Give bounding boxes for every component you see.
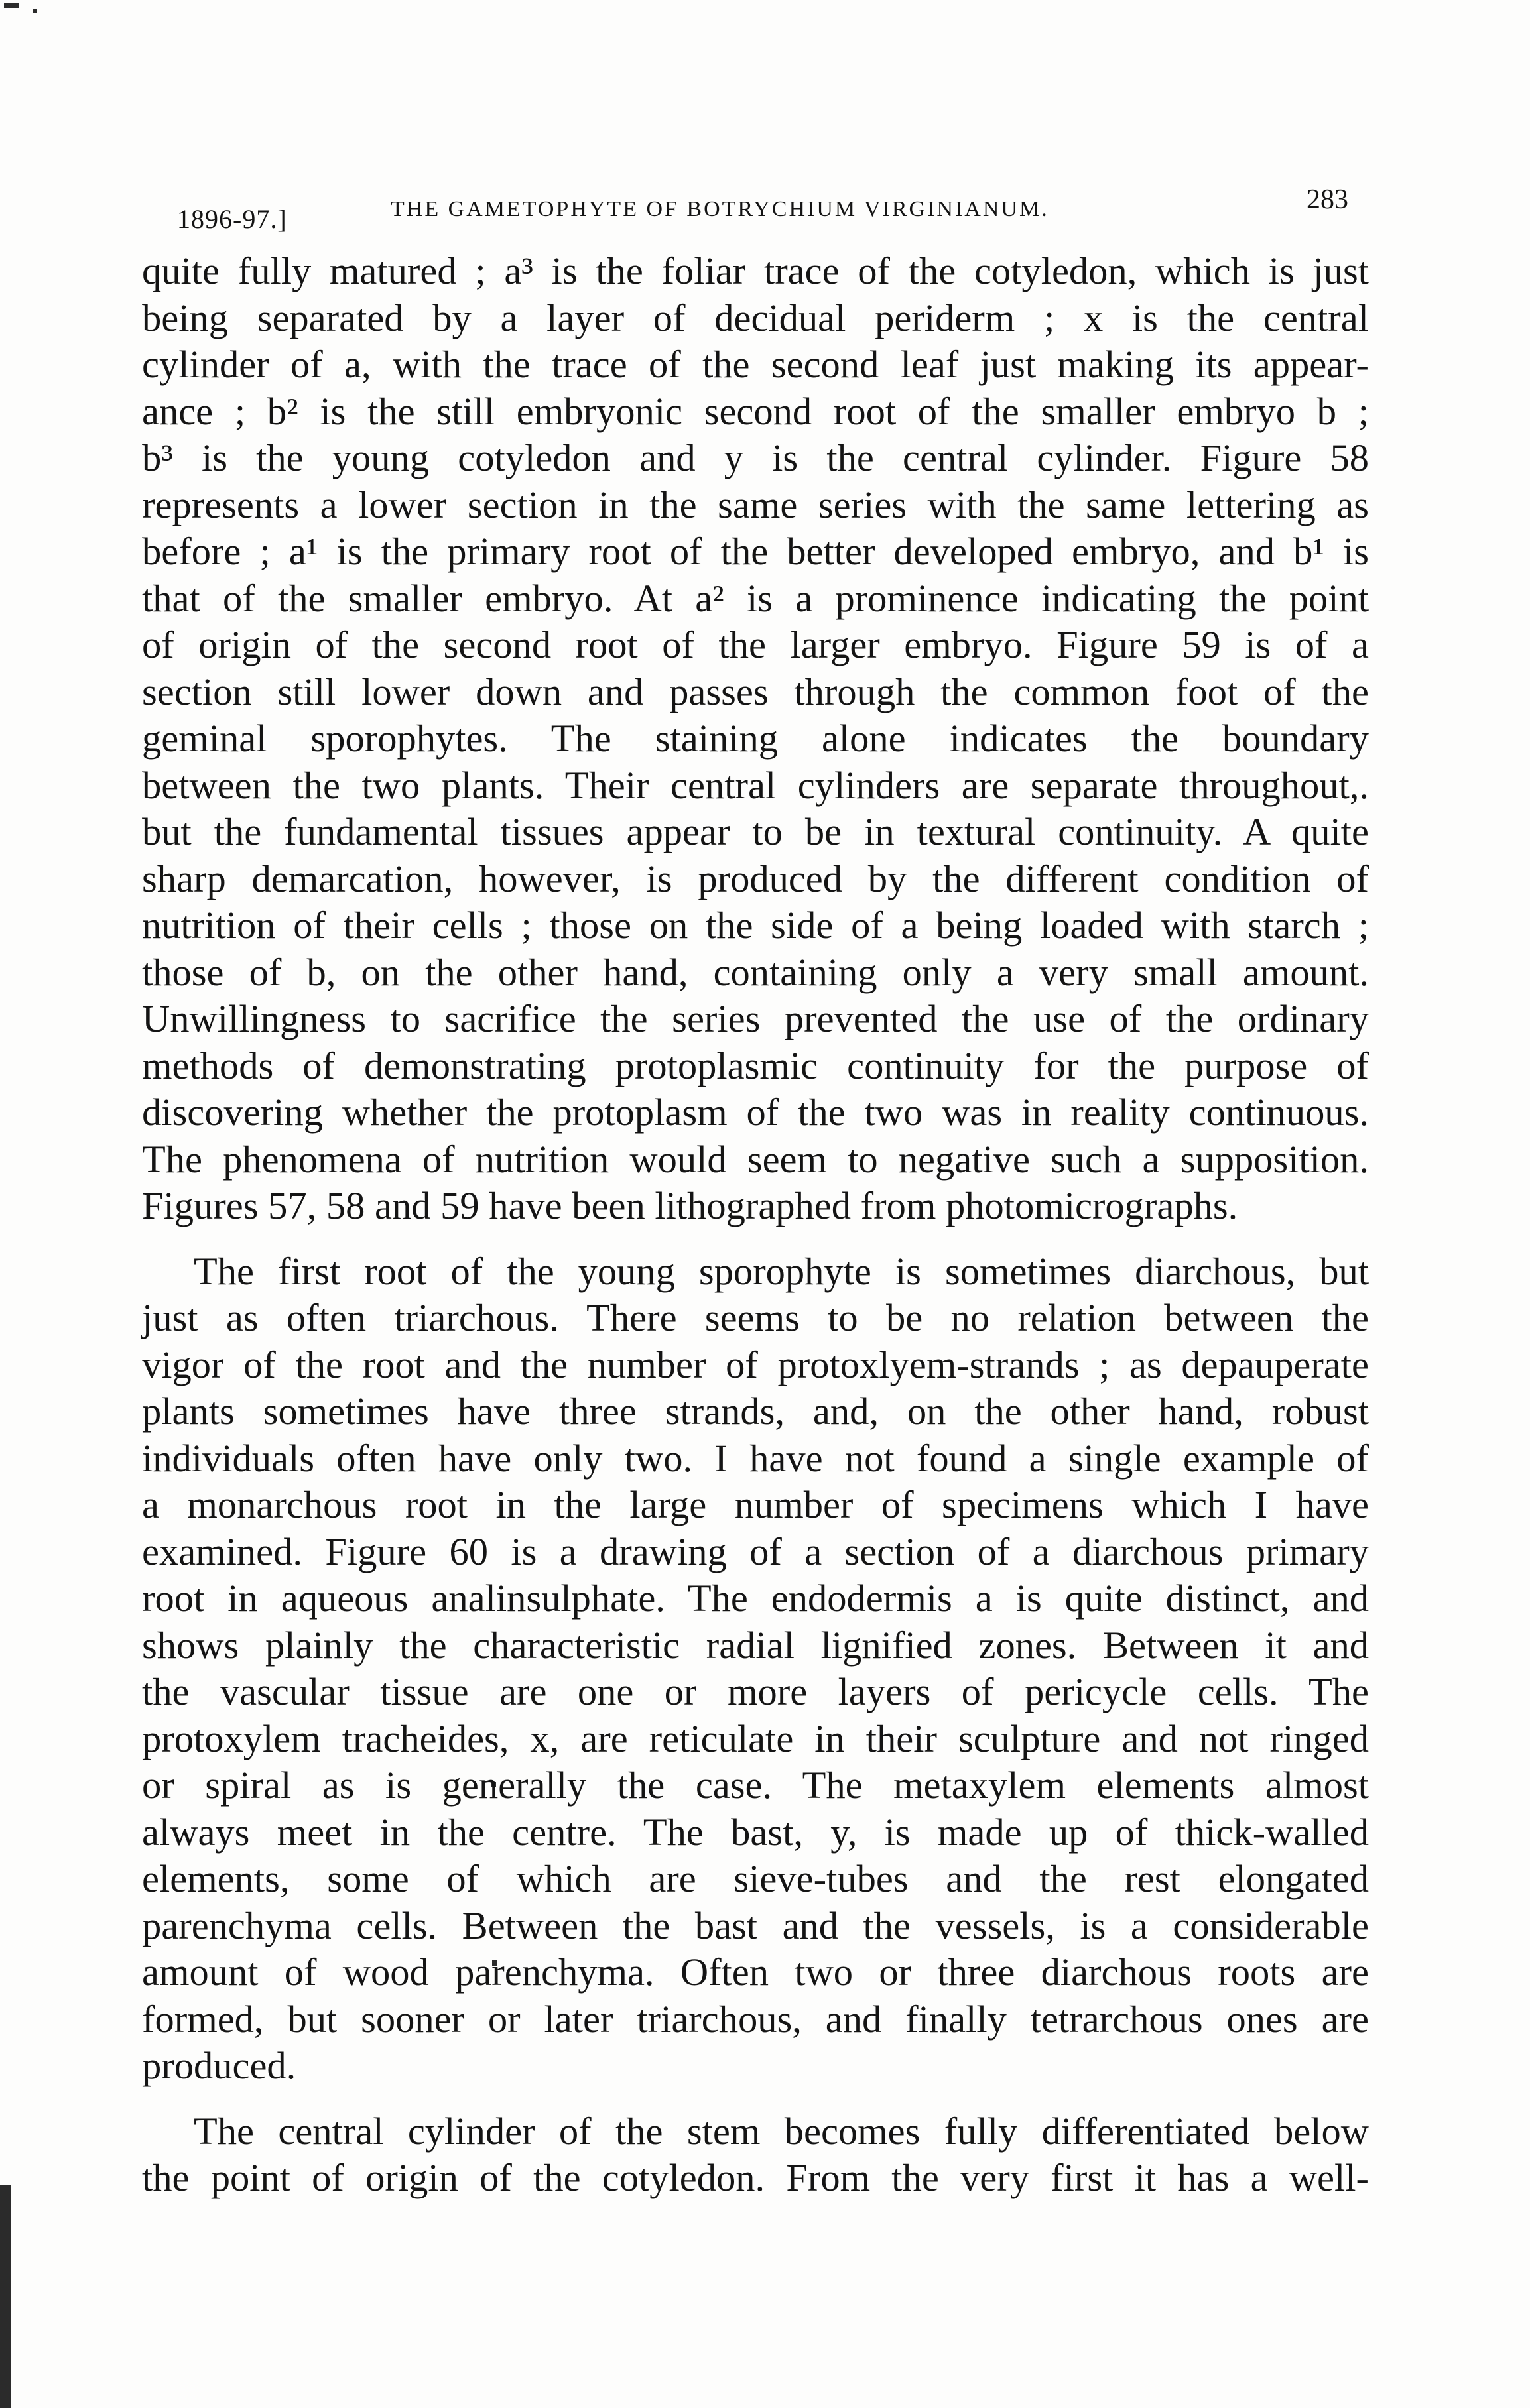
text-line: produced. [142, 2044, 296, 2087]
text-line: discovering whether the protoplasm of the two was in reality continuous. [142, 1091, 1369, 1134]
header-title: THE GAMETOPHYTE OF BOTRYCHIUM VIRGINIANUM. [391, 197, 1049, 221]
text-line: protoxylem tracheides, x, are reticulate in their sculpture and not ringed [142, 1716, 1369, 1760]
text-line: before ; a¹ is the primary root of the better developed embryo, and b¹ is [142, 530, 1369, 573]
paragraph [142, 248, 1369, 1230]
text-line: ance ; b² is the still embryonic second root of the smaller embryo b ; [142, 389, 1369, 433]
text-line: the vascular tissue are one or more layers of pericycle cells. The [142, 1670, 1369, 1713]
text-line: formed, but sooner or later triarchous, and finally tetrarchous ones are [142, 1997, 1369, 2041]
text-line: being separated by a layer of decidual periderm ; x is the central [142, 296, 1369, 339]
text-line: section still lower down and passes through the common foot of the [142, 670, 1369, 713]
text-line: or spiral as is generally the case. The metaxylem elements almost [142, 1764, 1369, 1807]
text-line: parenchyma cells. Between the bast and the vessels, is a considerable [142, 1903, 1369, 1947]
text-line: represents a lower section in the same series with the same lettering as [142, 483, 1369, 526]
text-line: nutrition of their cells ; those on the side of a being loaded with starch ; [142, 904, 1369, 947]
text-line: methods of demonstrating protoplasmic continuity for the purpose of [142, 1044, 1369, 1087]
text-line: a monarchous root in the large number of specimens which I have [142, 1483, 1369, 1526]
paragraph [142, 1248, 1369, 2090]
text-line: b³ is the young cotyledon and y is the central cylinder. Figure 58 [142, 436, 1369, 479]
text-line: the point of origin of the cotyledon. From the very first it has a well- [142, 2156, 1369, 2199]
text-line: of origin of the second root of the larger embryo. Figure 59 is of a [142, 623, 1369, 666]
text-line: individuals often have only two. I have not found a single example of [142, 1436, 1369, 1480]
text-line: amount of wood parenchyma. Often two or three diarchous roots are [142, 1951, 1369, 1994]
text-line: plants sometimes have three strands, and, on the other hand, robust [142, 1390, 1369, 1433]
text-line: sharp demarcation, however, is produced by the different condition of [142, 857, 1369, 900]
text-line: root in aqueous analinsulphate. The endodermis a is quite distinct, and [142, 1577, 1369, 1620]
text-line: shows plainly the characteristic radial lignified zones. Between it and [142, 1623, 1369, 1667]
text-line: geminal sporophytes. The staining alone indicates the boundary [142, 717, 1369, 760]
text-line: vigor of the root and the number of protoxlyem-strands ; as depauperate [142, 1343, 1369, 1386]
text-line: examined. Figure 60 is a drawing of a section of a diarchous primary [142, 1530, 1369, 1573]
body-text [142, 248, 1369, 2202]
text-line: Figures 57, 58 and 59 have been lithographed from photomicrographs. [142, 1184, 1238, 1227]
text-line: cylinder of a, with the trace of the second leaf just making its appear- [142, 343, 1369, 386]
scan-speck [0, 2185, 11, 2408]
page-number: 283 [1307, 184, 1348, 215]
text-line: The first root of the young sporophyte is sometimes diarchous, but [194, 1249, 1369, 1293]
text-line: The phenomena of nutrition would seem to negative such a supposition. [142, 1137, 1369, 1181]
text-line: quite fully matured ; a³ is the foliar trace of the cotyledon, which is just [142, 249, 1369, 292]
text-line: Unwillingness to sacrifice the series prevented the use of the ordinary [142, 997, 1369, 1040]
text-line: between the two plants. Their central cylinders are separate throughout,. [142, 763, 1369, 807]
text-line: The central cylinder of the stem becomes fully differentiated below [194, 2109, 1369, 2153]
running-header [177, 176, 1348, 234]
text-line: just as often triarchous. There seems to be no relation between the [142, 1296, 1369, 1339]
text-line: elements, some of which are sieve-tubes and the rest elongated [142, 1857, 1369, 1900]
header-date: 1896-97.] [177, 204, 287, 234]
paragraph [142, 2108, 1369, 2202]
scan-speck [33, 9, 37, 13]
scan-speck [4, 3, 19, 8]
text-line: but the fundamental tissues appear to be in textural continuity. A quite [142, 810, 1369, 853]
text-line: always meet in the centre. The bast, y, is made up of thick-walled [142, 1810, 1369, 1854]
text-line: those of b, on the other hand, containing only a very small amount. [142, 950, 1369, 994]
text-line: that of the smaller embryo. At a² is a prominence indicating the point [142, 576, 1369, 620]
